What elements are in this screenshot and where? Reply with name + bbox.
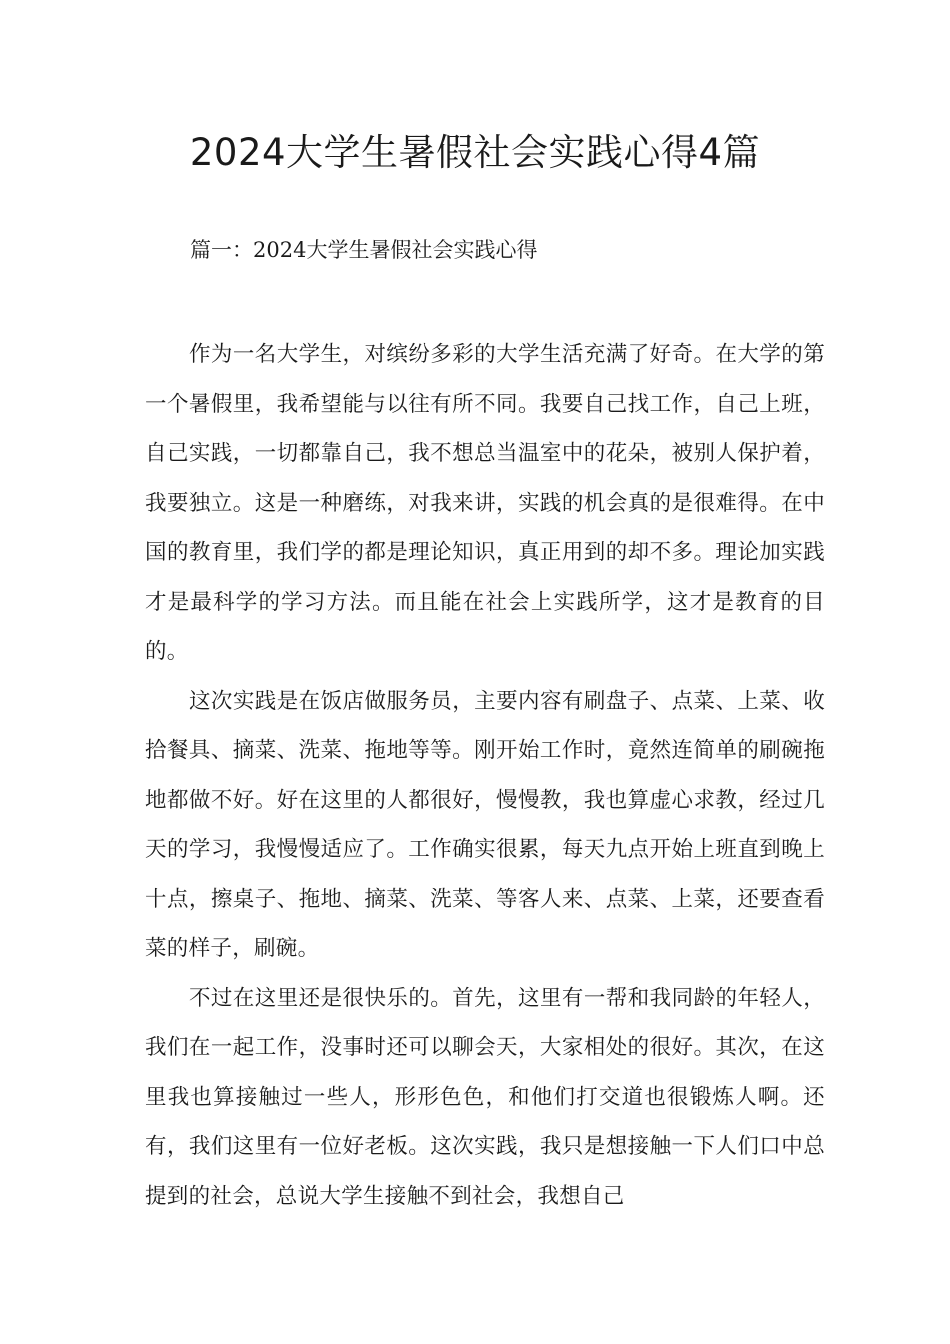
paragraph-3: 不过在这里还是很快乐的。首先，这里有一帮和我同龄的年轻人，我们在一起工作，没事时还可以聊会天，大家相处的很好。其次，在这里我也算接触过一些人，形形色色，和他们打交道也很锻炼人啊。还有，我们这里有一位好老板。这次实践，我只是想接触一下人们口中总提到的社会，总说大学生接触不到社会，我想自己	[145, 985, 825, 1209]
body-text	[145, 330, 825, 1221]
paragraph-2: 这次实践是在饭店做服务员，主要内容有刷盘子、点菜、上菜、收拾餐具、摘菜、洗菜、拖地等等。刚开始工作时，竟然连简单的刷碗拖地都做不好。好在这里的人都很好，慢慢教，我也算虚心求教，经过几天的学习，我慢慢适应了。工作确实很累，每天九点开始上班直到晚上十点，擦桌子、拖地、摘菜、洗菜、等客人来、点菜、上菜，还要查看菜的样子，刷碗。	[145, 688, 825, 961]
section-heading: 篇一：2024大学生暑假社会实践心得	[190, 238, 538, 262]
paragraph-1: 作为一名大学生，对缤纷多彩的大学生活充满了好奇。在大学的第一个暑假里，我希望能与以往有所不同。我要自己找工作，自己上班，自己实践，一切都靠自己，我不想总当温室中的花朵，被别人保护着，我要独立。这是一种磨练，对我来讲，实践的机会真的是很难得。在中国的教育里，我们学的都是理论知识，真正用到的却不多。理论加实践才是最科学的学习方法。而且能在社会上实践所学，这才是教育的目的。	[145, 342, 825, 664]
document-title: 2024大学生暑假社会实践心得4篇	[189, 131, 761, 174]
